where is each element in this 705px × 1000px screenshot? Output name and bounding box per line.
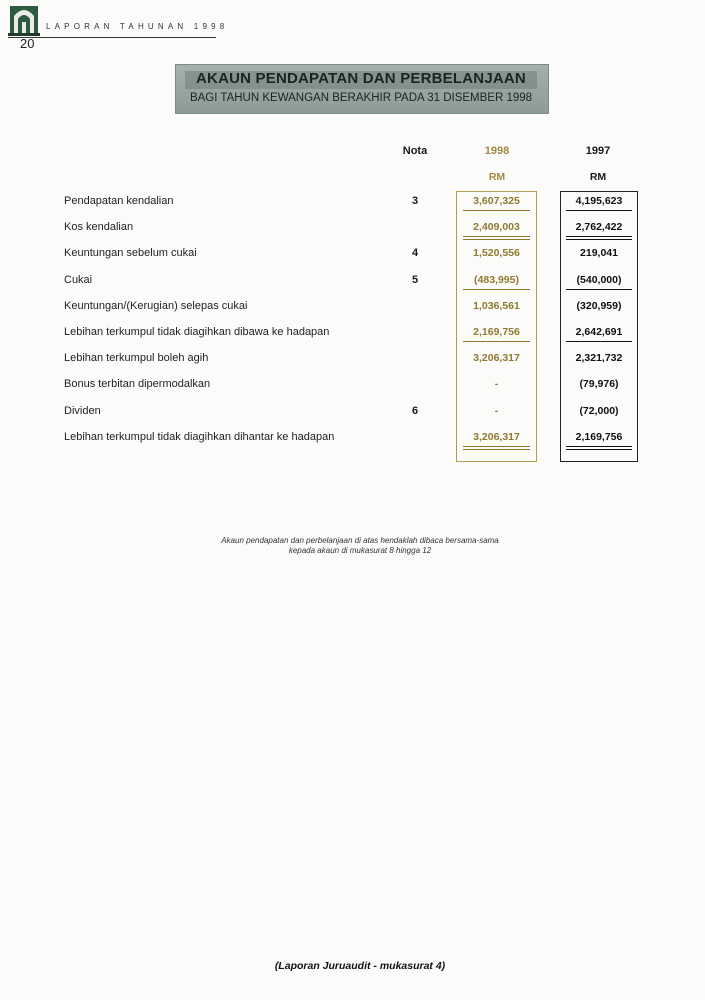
row-label: Bonus terbitan dipermodalkan (64, 378, 211, 390)
footnote (160, 536, 560, 556)
value-1997: 2,169,756 (575, 431, 623, 443)
underline-1998 (463, 210, 530, 211)
value-1998: 3,607,325 (473, 195, 520, 207)
underline-1998 (463, 289, 530, 290)
double-underline-1998 (463, 236, 530, 240)
value-1997: 2,642,691 (575, 326, 623, 338)
double-underline-1998 (463, 446, 530, 450)
column-header-1998: 1998 (484, 145, 510, 157)
value-1998: 3,206,317 (473, 431, 520, 443)
row-label: Dividen (64, 405, 101, 417)
value-1997: 4,195,623 (575, 195, 623, 207)
value-1997: (320,959) (576, 300, 622, 312)
value-1998: 2,169,756 (473, 326, 520, 338)
value-1998: 2,409,003 (473, 221, 520, 233)
column-header-nota: Nota (402, 145, 428, 157)
value-1997: (72,000) (579, 405, 619, 417)
value-1997: 2,321,732 (575, 352, 623, 364)
value-1998: 1,036,561 (473, 300, 520, 312)
value-1997: 219,041 (580, 247, 618, 259)
value-1998: - (494, 405, 499, 417)
row-label: Lebihan terkumpul tidak diagihkan dihantar ke hadapan (64, 431, 335, 443)
double-underline-1997 (566, 446, 632, 450)
unit-label-1998: RM (488, 171, 506, 183)
row-label: Lebihan terkumpul boleh agih (64, 352, 209, 364)
column-header-1997: 1997 (585, 145, 611, 157)
row-label: Keuntungan sebelum cukai (64, 247, 197, 259)
underline-1997 (566, 210, 632, 211)
row-label: Cukai (64, 274, 93, 286)
row-label: Keuntungan/(Kerugian) selepas cukai (64, 300, 248, 312)
row-label: Pendapatan kendalian (64, 195, 174, 207)
row-label: Kos kendalian (64, 221, 134, 233)
page-title: AKAUN PENDAPATAN DAN PERBELANJAAN (196, 70, 526, 87)
value-1998: 3,206,317 (473, 352, 520, 364)
row-nota: 3 (411, 195, 419, 207)
header-rule (8, 37, 216, 38)
building-logo-icon (8, 2, 40, 38)
footnote-line-1: Akaun pendapatan dan perbelanjaan di atas hendaklah dibaca bersama-sama (221, 536, 499, 545)
footnote-line-2: kepada akaun di mukasurat 8 hingga 12 (288, 546, 432, 555)
value-1998: (483,995) (474, 274, 519, 286)
row-nota: 4 (411, 247, 419, 259)
value-1998: 1,520,556 (473, 247, 520, 259)
page-subtitle: BAGI TAHUN KEWANGAN BERAKHIR PADA 31 DISEMBER 1998 (189, 92, 533, 104)
unit-label-1997: RM (589, 171, 607, 183)
value-1997: (540,000) (576, 274, 622, 286)
row-nota: 5 (411, 274, 419, 286)
underline-1997 (566, 289, 632, 290)
page-number: 20 (20, 36, 35, 51)
value-1997: 2,762,422 (575, 221, 623, 233)
auditor-report-reference: (Laporan Juruaudit - mukasurat 4) (274, 960, 446, 972)
value-1998: - (494, 378, 499, 390)
row-nota: 6 (411, 405, 419, 417)
value-1997: (79,976) (579, 378, 619, 390)
underline-1998 (463, 341, 530, 342)
underline-1997 (566, 341, 632, 342)
double-underline-1997 (566, 236, 632, 240)
row-label: Lebihan terkumpul tidak diagihkan dibawa ke hadapan (64, 326, 330, 338)
running-header: LAPORAN TAHUNAN 1998 (46, 22, 229, 31)
